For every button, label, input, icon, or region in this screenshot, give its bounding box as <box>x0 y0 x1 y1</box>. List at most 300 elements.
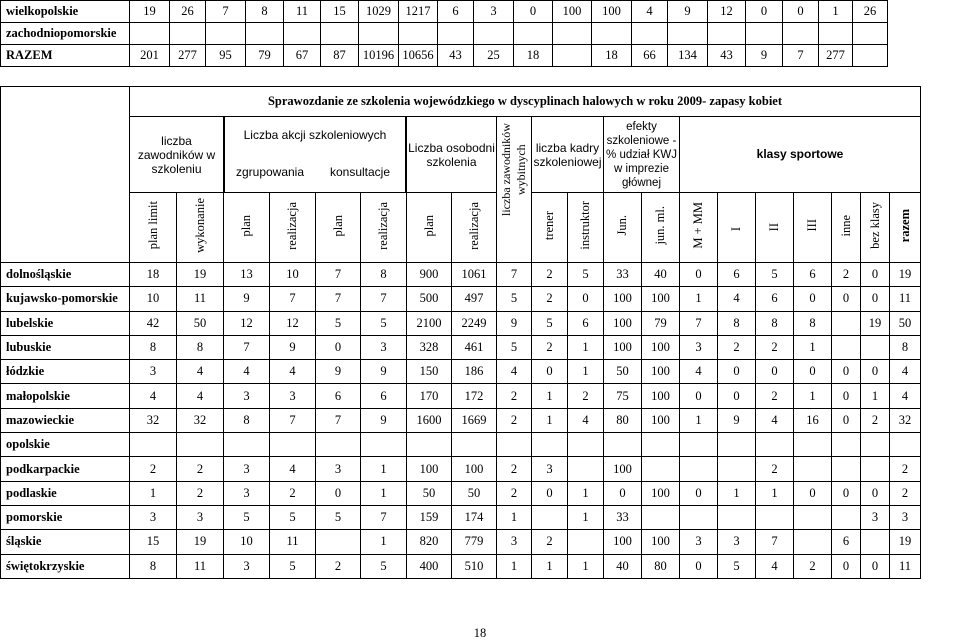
cell-value: 9 <box>361 408 407 432</box>
cell-value: 6 <box>316 384 361 408</box>
cell-value: 5 <box>568 263 604 287</box>
cell-value: 900 <box>407 263 452 287</box>
cell-value: 12 <box>270 311 316 335</box>
cell-value: 2 <box>177 457 224 481</box>
cell-value: 8 <box>756 311 794 335</box>
cell-value: 19 <box>177 530 224 554</box>
cell-value <box>399 23 438 45</box>
cell-value: 18 <box>592 45 632 67</box>
top-summary-rows <box>1 1 888 67</box>
subheader-label: realizacja <box>376 201 390 250</box>
cell-value: 80 <box>642 554 680 578</box>
cell-value: 0 <box>680 481 718 505</box>
cell-value <box>861 335 890 359</box>
subheader-label: razem <box>897 208 912 243</box>
cell-value: 15 <box>321 1 359 23</box>
cell-value: 5 <box>316 311 361 335</box>
cell-value: 1029 <box>359 1 399 23</box>
cell-value: 18 <box>130 263 177 287</box>
cell-value: 2 <box>756 384 794 408</box>
region-label: opolskie <box>1 433 130 457</box>
cell-value: 170 <box>407 384 452 408</box>
cell-value: 12 <box>708 1 746 23</box>
cell-value: 7 <box>316 263 361 287</box>
table-row <box>1 481 921 505</box>
cell-value: 5 <box>316 505 361 529</box>
region-label: lubelskie <box>1 311 130 335</box>
subheader-label: Jun. <box>615 215 629 236</box>
cell-value <box>361 433 407 457</box>
cell-value <box>438 23 474 45</box>
cell-value: 186 <box>452 360 497 384</box>
cell-value: 4 <box>680 360 718 384</box>
cell-value <box>718 433 756 457</box>
cell-value <box>832 457 861 481</box>
cell-value: 66 <box>632 45 668 67</box>
cell-value <box>497 433 532 457</box>
top-summary-table <box>0 0 888 67</box>
cell-value: 100 <box>604 335 642 359</box>
cell-value: 1 <box>819 1 853 23</box>
cell-value: 2 <box>532 287 568 311</box>
cell-value: 1 <box>680 287 718 311</box>
cell-value <box>890 433 921 457</box>
cell-value <box>861 433 890 457</box>
cell-value: 4 <box>890 384 921 408</box>
table-row <box>1 408 921 432</box>
cell-value: 1 <box>568 335 604 359</box>
cell-value: 4 <box>177 384 224 408</box>
cell-value <box>170 23 206 45</box>
cell-value: 0 <box>316 481 361 505</box>
cell-value: 1 <box>794 335 832 359</box>
cell-value: 5 <box>718 554 756 578</box>
cell-value: 18 <box>514 45 553 67</box>
cell-value: 1 <box>361 530 407 554</box>
subheader-label: plan <box>239 214 253 237</box>
cell-value: 2 <box>568 384 604 408</box>
cell-value: 0 <box>316 335 361 359</box>
cell-value: 3 <box>316 457 361 481</box>
cell-value: 1 <box>568 554 604 578</box>
cell-value: 5 <box>270 505 316 529</box>
subheader-label: trener <box>542 210 556 241</box>
cell-value: 150 <box>407 360 452 384</box>
region-label: świętokrzyskie <box>1 554 130 578</box>
cell-value <box>642 457 680 481</box>
cell-value: 134 <box>668 45 708 67</box>
cell-value <box>718 457 756 481</box>
cell-value <box>568 457 604 481</box>
cell-value: 174 <box>452 505 497 529</box>
cell-value <box>668 23 708 45</box>
table-row <box>1 287 921 311</box>
header-osobodni: Liczba osobodni szkolenia <box>407 117 497 193</box>
cell-value: 8 <box>130 335 177 359</box>
cell-value: 0 <box>794 481 832 505</box>
cell-value: 8 <box>361 263 407 287</box>
cell-value: 0 <box>568 287 604 311</box>
cell-value <box>783 23 819 45</box>
subheader-label: inne <box>838 214 853 237</box>
region-label: mazowieckie <box>1 408 130 432</box>
cell-value: 4 <box>177 360 224 384</box>
cell-value: 7 <box>361 287 407 311</box>
cell-value <box>604 433 642 457</box>
cell-value: 50 <box>407 481 452 505</box>
region-label: podlaskie <box>1 481 130 505</box>
cell-value: 9 <box>316 360 361 384</box>
cell-value: 9 <box>746 45 783 67</box>
top-summary-row <box>1 23 888 45</box>
cell-value: 0 <box>514 1 553 23</box>
cell-value: 19 <box>861 311 890 335</box>
cell-value: 3 <box>361 335 407 359</box>
cell-value: 40 <box>604 554 642 578</box>
cell-value: 277 <box>819 45 853 67</box>
cell-value: 100 <box>642 384 680 408</box>
cell-value: 4 <box>756 554 794 578</box>
cell-value: 5 <box>224 505 270 529</box>
cell-value: 1 <box>861 384 890 408</box>
cell-value: 2 <box>890 457 921 481</box>
cell-value: 2 <box>270 481 316 505</box>
cell-value: 2 <box>756 457 794 481</box>
cell-value: 0 <box>718 360 756 384</box>
cell-value: 2 <box>130 457 177 481</box>
cell-value: 1 <box>532 554 568 578</box>
cell-value: 43 <box>708 45 746 67</box>
cell-value: 95 <box>206 45 246 67</box>
header-zawodnikow: liczba zawodników w szkoleniu <box>130 117 224 193</box>
table-row <box>1 360 921 384</box>
cell-value: 6 <box>361 384 407 408</box>
cell-value: 3 <box>130 360 177 384</box>
cell-value: 461 <box>452 335 497 359</box>
cell-value: 6 <box>832 530 861 554</box>
cell-value: 1217 <box>399 1 438 23</box>
region-label: kujawsko-pomorskie <box>1 287 130 311</box>
cell-value: 2 <box>497 457 532 481</box>
cell-value: 7 <box>680 311 718 335</box>
cell-value: 172 <box>452 384 497 408</box>
cell-value: 0 <box>794 287 832 311</box>
cell-value: 0 <box>718 384 756 408</box>
cell-value <box>568 530 604 554</box>
subheader-label: plan limit <box>145 201 160 250</box>
cell-value: 2 <box>861 408 890 432</box>
cell-value: 4 <box>756 408 794 432</box>
cell-value <box>853 45 888 67</box>
cell-value: 11 <box>177 554 224 578</box>
subheader-label: III <box>805 219 819 232</box>
cell-value: 3 <box>177 505 224 529</box>
cell-value: 4 <box>568 408 604 432</box>
cell-value: 6 <box>568 311 604 335</box>
cell-value <box>474 23 514 45</box>
main-report-table <box>0 86 921 579</box>
cell-value: 2 <box>532 530 568 554</box>
cell-value: 32 <box>890 408 921 432</box>
top-summary-row <box>1 45 888 67</box>
cell-value: 2 <box>532 263 568 287</box>
subheader-label: wykonanie <box>192 198 207 253</box>
cell-value: 13 <box>224 263 270 287</box>
cell-value <box>642 433 680 457</box>
cell-value <box>832 505 861 529</box>
table-row <box>1 554 921 578</box>
cell-value <box>861 530 890 554</box>
cell-value: 2 <box>532 335 568 359</box>
cell-value: 2100 <box>407 311 452 335</box>
cell-value <box>452 433 497 457</box>
cell-value: 8 <box>890 335 921 359</box>
cell-value: 0 <box>746 1 783 23</box>
cell-value: 8 <box>794 311 832 335</box>
cell-value <box>861 457 890 481</box>
cell-value: 7 <box>316 287 361 311</box>
cell-value: 7 <box>497 263 532 287</box>
cell-value: 1 <box>497 505 532 529</box>
cell-value: 4 <box>890 360 921 384</box>
report-data-rows <box>1 263 921 579</box>
cell-value <box>553 23 592 45</box>
cell-value: 43 <box>438 45 474 67</box>
cell-value: 5 <box>756 263 794 287</box>
cell-value: 50 <box>177 311 224 335</box>
region-label: wielkopolskie <box>1 1 130 23</box>
cell-value: 0 <box>861 554 890 578</box>
cell-value: 9 <box>668 1 708 23</box>
cell-value: 26 <box>853 1 888 23</box>
cell-value: 19 <box>890 263 921 287</box>
cell-value: 1061 <box>452 263 497 287</box>
cell-value: 0 <box>861 360 890 384</box>
cell-value <box>407 433 452 457</box>
cell-value: 201 <box>130 45 170 67</box>
cell-value <box>794 530 832 554</box>
cell-value: 10656 <box>399 45 438 67</box>
cell-value <box>794 457 832 481</box>
cell-value: 3 <box>224 481 270 505</box>
cell-value: 11 <box>284 1 321 23</box>
cell-value: 67 <box>284 45 321 67</box>
cell-value: 1 <box>794 384 832 408</box>
cell-value: 7 <box>783 45 819 67</box>
cell-value <box>130 433 177 457</box>
cell-value <box>832 335 861 359</box>
region-label: zachodniopomorskie <box>1 23 130 45</box>
cell-value: 33 <box>604 505 642 529</box>
cell-value: 0 <box>604 481 642 505</box>
cell-value <box>514 23 553 45</box>
cell-value <box>206 23 246 45</box>
cell-value <box>321 23 359 45</box>
cell-value: 50 <box>604 360 642 384</box>
cell-value: 0 <box>532 360 568 384</box>
cell-value: 3 <box>680 335 718 359</box>
cell-value: 0 <box>861 481 890 505</box>
cell-value: 100 <box>604 530 642 554</box>
cell-value: 79 <box>246 45 284 67</box>
cell-value: 3 <box>718 530 756 554</box>
cell-value: 7 <box>316 408 361 432</box>
header-akcje: Liczba akcji szkoleniowych <box>224 117 406 153</box>
cell-value <box>680 433 718 457</box>
cell-value <box>316 433 361 457</box>
cell-value: 2 <box>890 481 921 505</box>
cell-value: 100 <box>604 287 642 311</box>
cell-value <box>246 23 284 45</box>
cell-value: 2249 <box>452 311 497 335</box>
cell-value: 11 <box>890 287 921 311</box>
region-label: lubuskie <box>1 335 130 359</box>
table-row <box>1 311 921 335</box>
cell-value: 0 <box>832 554 861 578</box>
table-row <box>1 433 921 457</box>
cell-value: 11 <box>177 287 224 311</box>
cell-value: 400 <box>407 554 452 578</box>
cell-value: 510 <box>452 554 497 578</box>
cell-value: 100 <box>604 311 642 335</box>
top-summary-row <box>1 1 888 23</box>
subheader-label: jun. ml. <box>653 206 667 245</box>
cell-value: 6 <box>718 263 756 287</box>
table-row <box>1 505 921 529</box>
cell-value: 5 <box>270 554 316 578</box>
cell-value: 0 <box>861 263 890 287</box>
cell-value: 1669 <box>452 408 497 432</box>
cell-value: 0 <box>680 384 718 408</box>
cell-value: 4 <box>497 360 532 384</box>
header-zgrupowania: zgrupowania <box>235 165 305 179</box>
cell-value <box>794 433 832 457</box>
cell-value: 11 <box>270 530 316 554</box>
cell-value: 0 <box>532 481 568 505</box>
cell-value: 75 <box>604 384 642 408</box>
cell-value: 7 <box>361 505 407 529</box>
subheader-label: M + MM <box>691 202 705 249</box>
cell-value: 1 <box>680 408 718 432</box>
cell-value: 100 <box>592 1 632 23</box>
cell-value <box>832 433 861 457</box>
cell-value: 100 <box>407 457 452 481</box>
cell-value: 497 <box>452 287 497 311</box>
cell-value: 11 <box>890 554 921 578</box>
cell-value: 5 <box>497 287 532 311</box>
cell-value: 2 <box>316 554 361 578</box>
cell-value: 0 <box>832 287 861 311</box>
cell-value <box>532 505 568 529</box>
cell-value <box>680 505 718 529</box>
cell-value: 100 <box>642 481 680 505</box>
cell-value: 0 <box>794 360 832 384</box>
cell-value: 3 <box>497 530 532 554</box>
cell-value <box>270 433 316 457</box>
cell-value: 100 <box>452 457 497 481</box>
cell-value: 1 <box>361 481 407 505</box>
cell-value: 3 <box>224 457 270 481</box>
cell-value: 4 <box>718 287 756 311</box>
cell-value: 42 <box>130 311 177 335</box>
cell-value: 9 <box>718 408 756 432</box>
cell-value: 87 <box>321 45 359 67</box>
cell-value <box>708 23 746 45</box>
cell-value: 100 <box>642 530 680 554</box>
cell-value: 3 <box>130 505 177 529</box>
cell-value <box>794 505 832 529</box>
subheader-label: realizacja <box>285 201 299 250</box>
subheader-label: plan <box>421 214 436 237</box>
cell-value: 1 <box>756 481 794 505</box>
cell-value <box>553 45 592 67</box>
cell-value: 19 <box>890 530 921 554</box>
subheader-label: instruktor <box>578 201 592 250</box>
cell-value: 820 <box>407 530 452 554</box>
cell-value: 1 <box>532 408 568 432</box>
cell-value: 1 <box>568 481 604 505</box>
cell-value: 12 <box>224 311 270 335</box>
cell-value <box>224 433 270 457</box>
cell-value: 3 <box>224 384 270 408</box>
cell-value: 9 <box>270 335 316 359</box>
cell-value: 1 <box>497 554 532 578</box>
cell-value: 277 <box>170 45 206 67</box>
cell-value: 8 <box>718 311 756 335</box>
cell-value: 10196 <box>359 45 399 67</box>
region-label: dolnośląskie <box>1 263 130 287</box>
cell-value: 10 <box>130 287 177 311</box>
cell-value: 1 <box>718 481 756 505</box>
region-label: pomorskie <box>1 505 130 529</box>
cell-value <box>718 505 756 529</box>
table-row <box>1 384 921 408</box>
header-wybitnych: liczba zawodników wybitnych <box>499 123 528 216</box>
cell-value: 32 <box>177 408 224 432</box>
subheader-label: bez klasy <box>867 202 882 249</box>
cell-value: 9 <box>361 360 407 384</box>
cell-value <box>680 457 718 481</box>
table-row <box>1 530 921 554</box>
region-label: podkarpackie <box>1 457 130 481</box>
cell-value: 100 <box>642 360 680 384</box>
cell-value: 15 <box>130 530 177 554</box>
cell-value: 9 <box>224 287 270 311</box>
subheader-row <box>1 193 921 263</box>
cell-value: 0 <box>680 554 718 578</box>
cell-value: 5 <box>361 554 407 578</box>
table-row <box>1 457 921 481</box>
cell-value: 3 <box>680 530 718 554</box>
cell-value: 40 <box>642 263 680 287</box>
cell-value: 0 <box>783 1 819 23</box>
cell-value: 8 <box>224 408 270 432</box>
subheader-label: realizacja <box>466 201 481 250</box>
cell-value <box>832 311 861 335</box>
cell-value: 4 <box>224 360 270 384</box>
cell-value: 8 <box>246 1 284 23</box>
cell-value: 1600 <box>407 408 452 432</box>
cell-value: 19 <box>177 263 224 287</box>
cell-value: 0 <box>680 263 718 287</box>
cell-value: 26 <box>170 1 206 23</box>
cell-value: 2 <box>832 263 861 287</box>
region-label: śląskie <box>1 530 130 554</box>
cell-value: 1 <box>568 505 604 529</box>
header-klasy: klasy sportowe <box>680 117 921 193</box>
cell-value: 16 <box>794 408 832 432</box>
cell-value: 0 <box>832 360 861 384</box>
